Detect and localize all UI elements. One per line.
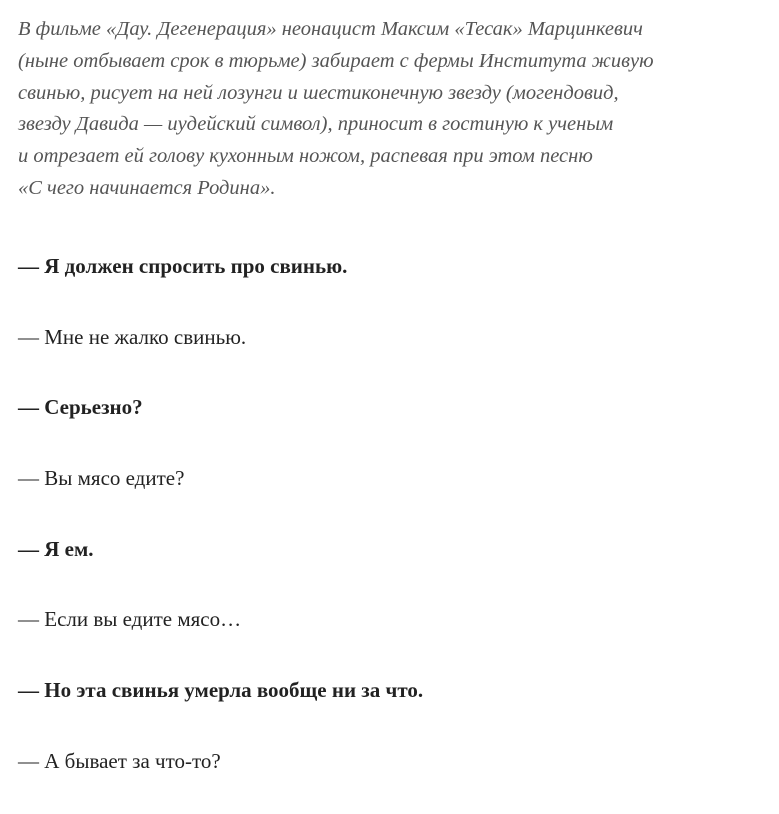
interviewer-question: — Серьезно? xyxy=(18,395,143,420)
interviewer-question: — Но эта свинья умерла вообще ни за что. xyxy=(18,678,424,703)
interviewer-question: — Я ем. xyxy=(18,536,94,561)
caption-line: «С чего начинается Родина». xyxy=(18,176,276,199)
caption-line: (ныне отбывает срок в тюрьме) забирает с фермы Института живую xyxy=(18,49,654,72)
interviewee-answer: — Вы мясо едите? xyxy=(18,466,185,491)
interviewee-answer: — А бывает за что-то? xyxy=(18,748,221,773)
article-caption xyxy=(18,14,773,205)
interviewee-answer: — Мне не жалко свинью. xyxy=(18,324,247,349)
interviewer-question: — Я должен спросить про свинью. xyxy=(18,254,348,278)
caption-line: В фильме «Дау. Дегенерация» неонацист Максим «Тесак» Марцинкевич xyxy=(18,18,643,40)
interview-dialogue xyxy=(18,248,773,814)
interviewee-answer: — Если вы едите мясо… xyxy=(18,607,242,632)
caption-line: звезду Давида — иудейский символ), приносит в гостиную к ученым xyxy=(18,113,614,136)
caption-line: свинью, рисует на ней лозунги и шестиконечную звезду (могендовид, xyxy=(18,81,619,104)
caption-line: и отрезает ей голову кухонным ножом, распевая при этом песню xyxy=(18,145,593,168)
